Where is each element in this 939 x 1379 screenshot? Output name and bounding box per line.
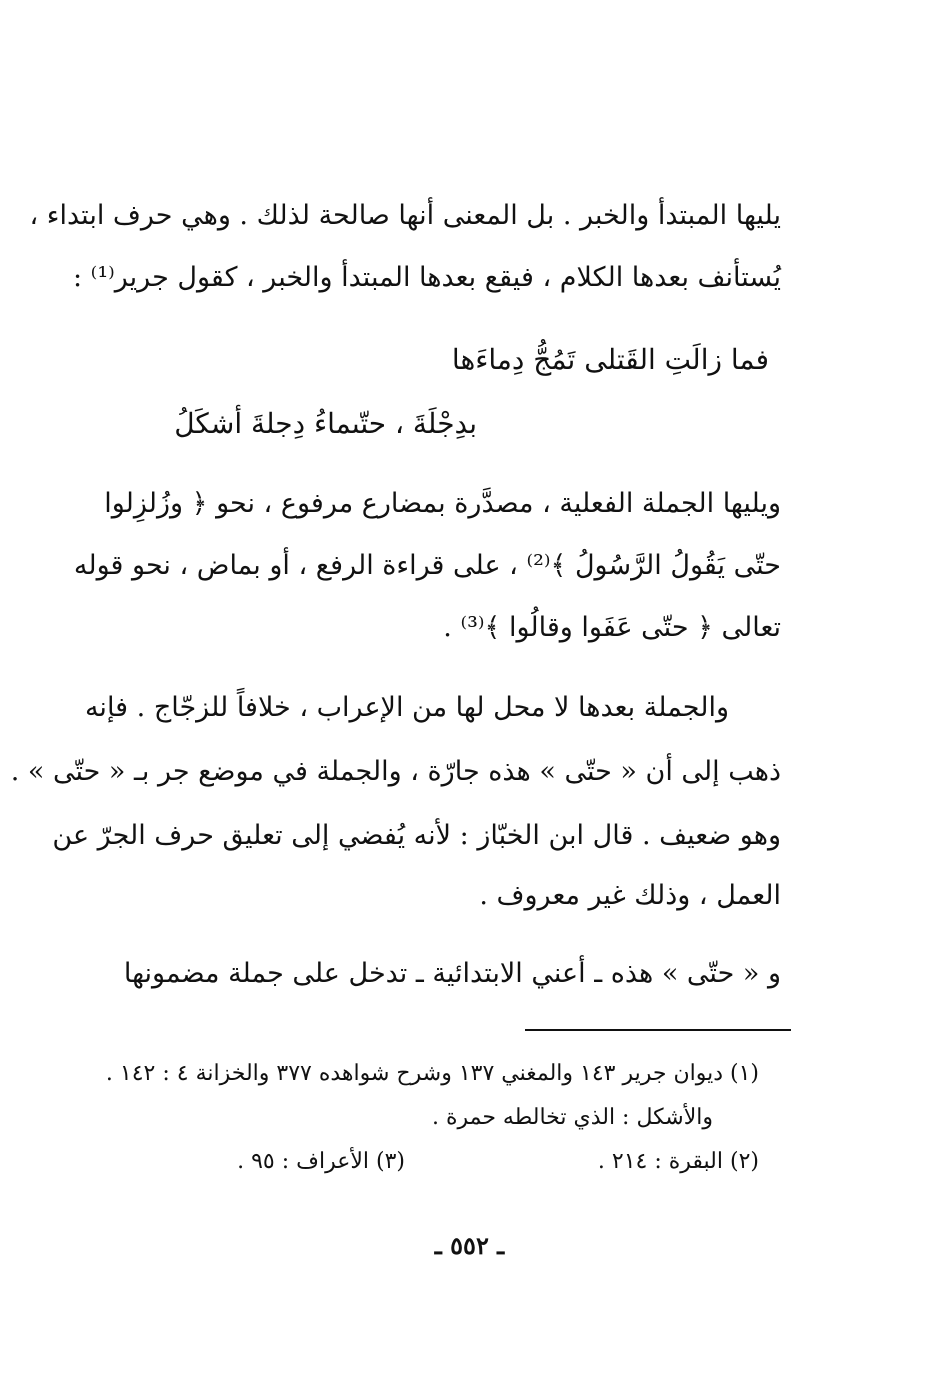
footnote-1-line-1: (١) ديوان جرير ١٤٣ والمغني ١٣٧ وشرح شواهده ٣٧٧ والخزانة ٤ : ١٤٢ .	[105, 1061, 759, 1086]
paragraph-3-line-4: العمل ، وذلك غير معروف .	[479, 880, 781, 911]
verse-first-hemistich: فما زالَتِ القَتلى تَمُجُّ دِماءَها	[451, 343, 769, 376]
footnote-separator	[525, 1029, 791, 1031]
footnote-1-line-2: والأشكل : الذي تخالطه حمرة .	[431, 1105, 713, 1130]
verse-second-hemistich: بدِجْلَةَ ، حتّىماءُ دِجلةَ أشكَلُ	[174, 407, 477, 440]
paragraph-3-line-1: والجملة بعدها لا محل لها من الإعراب ، خلافاً للزجّاج . فإنه	[84, 692, 729, 723]
paragraph-2-line-3: تعالى ﴿ حتّى عَفَوا وقالُوا ﴾⁽³⁾ .	[443, 612, 781, 643]
paragraph-2-line-1: ويليها الجملة الفعلية ، مصدَّرة بمضارع مرفوع ، نحو ﴿ وزُلزِلوا	[104, 488, 781, 519]
paragraph-1-line-2: يُستأنف بعدها الكلام ، فيقع بعدها المبتدأ والخبر ، كقول جرير⁽¹⁾ :	[73, 262, 781, 293]
paragraph-3-line-2: ذهب إلى أن « حتّى » هذه جارّة ، والجملة في موضع جر بـ « حتّى » .	[10, 756, 781, 787]
footnote-3: (٣) الأعراف : ٩٥ .	[237, 1149, 405, 1174]
paragraph-4-line-1: و « حتّى » هذه ـ أعني الابتدائية ـ تدخل على جملة مضمونها	[123, 958, 781, 989]
paragraph-1-line-1: يليها المبتدأ والخبر . بل المعنى أنها صالحة لذلك . وهي حرف ابتداء ،	[29, 200, 781, 231]
paragraph-2-line-2: حتّى يَقُولُ الرَّسُولُ ﴾⁽²⁾ ، على قراءة الرفع ، أو بماض ، نحو قوله	[73, 550, 781, 581]
page-number: ـ ٥٥٢ ـ	[434, 1231, 505, 1260]
footnote-2: (٢) البقرة : ٢١٤ .	[597, 1149, 759, 1174]
paragraph-3-line-3: وهو ضعيف . قال ابن الخبّاز : لأنه يُفضي إلى تعليق حرف الجرّ عن	[52, 820, 781, 851]
